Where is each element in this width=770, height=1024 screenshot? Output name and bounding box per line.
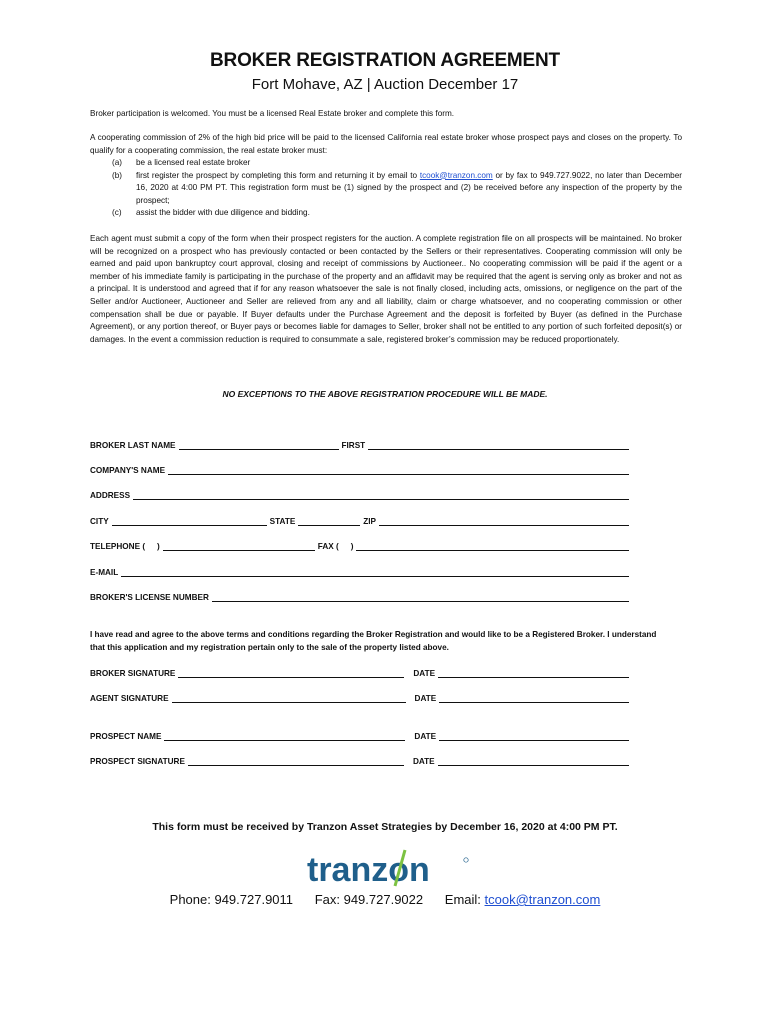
telephone-field[interactable] bbox=[163, 541, 315, 551]
list-text: assist the bidder with due diligence and bidding. bbox=[136, 208, 310, 218]
phone-row bbox=[90, 539, 632, 551]
license-label: BROKER'S LICENSE NUMBER bbox=[90, 593, 209, 602]
zip-label: ZIP bbox=[363, 517, 377, 526]
prospect-name-field[interactable] bbox=[164, 731, 405, 741]
list-text-part: or by fax to 949.727.9022, no later than December 16, 2020 at 4:00 PM PT. This registration form must be (1) signed by the prospect and (2) be received before any inspection of the property by the prospect; bbox=[136, 170, 682, 205]
broker-signature-label: BROKER SIGNATURE bbox=[90, 669, 176, 678]
date-label: DATE bbox=[414, 694, 437, 703]
commission-paragraph: A cooperating commission of 2% of the high bid price will be paid to the licensed California real estate broker whose prospect pays and closes on the property. To qualify for a cooperating commission, the real estate broker must: bbox=[90, 133, 682, 155]
state-field[interactable] bbox=[298, 516, 360, 526]
license-row bbox=[90, 590, 632, 602]
agreement-statement: I have read and agree to the above terms and conditions regarding the Broker Registration and would like to be a Registered Broker. I understand that this application and my registration pertain only to the sale of the property listed above. bbox=[90, 630, 657, 652]
intro-paragraph: Broker participation is welcomed. You must be a licensed Real Estate broker and complete this form. bbox=[90, 109, 455, 118]
date-label: DATE bbox=[412, 757, 435, 766]
email-field[interactable] bbox=[121, 567, 629, 577]
first-name-field[interactable] bbox=[368, 440, 629, 450]
email-link[interactable]: tcook@tranzon.com bbox=[419, 170, 493, 180]
prospect-signature-label: PROSPECT SIGNATURE bbox=[90, 757, 185, 766]
city-field[interactable] bbox=[112, 516, 267, 526]
requirements-list bbox=[90, 157, 682, 220]
list-text-part: first register the prospect by completing this form and returning it by email to bbox=[136, 170, 420, 180]
list-text bbox=[132, 170, 682, 208]
contact-email-label: Email: bbox=[444, 892, 485, 907]
prospect-signature-row bbox=[90, 754, 632, 766]
telephone-close: ) bbox=[157, 542, 160, 551]
address-field[interactable] bbox=[133, 490, 629, 500]
state-label: STATE bbox=[269, 517, 296, 526]
date-label: DATE bbox=[413, 669, 436, 678]
company-name-label: COMPANY'S NAME bbox=[90, 466, 166, 475]
email-label: E-MAIL bbox=[90, 568, 119, 577]
contact-line bbox=[0, 892, 770, 907]
zip-field[interactable] bbox=[379, 516, 629, 526]
city-row bbox=[90, 514, 632, 526]
broker-signature-field[interactable] bbox=[178, 668, 404, 678]
first-name-label: FIRST bbox=[341, 441, 366, 450]
list-marker: (b) bbox=[112, 170, 123, 180]
broker-last-name-label: BROKER LAST NAME bbox=[90, 441, 176, 450]
date-label: DATE bbox=[414, 732, 437, 741]
list-item bbox=[90, 170, 682, 208]
agent-signature-row bbox=[90, 691, 632, 703]
telephone-label: TELEPHONE ( bbox=[90, 542, 146, 551]
registered-mark-icon bbox=[464, 858, 468, 862]
date-field[interactable] bbox=[439, 731, 629, 741]
agent-signature-field[interactable] bbox=[172, 693, 406, 703]
list-marker: (c) bbox=[112, 208, 122, 218]
fax-close: ) bbox=[350, 542, 354, 551]
address-row bbox=[90, 488, 632, 500]
city-label: CITY bbox=[90, 517, 109, 526]
contact-email-link[interactable]: tcook@tranzon.com bbox=[484, 892, 601, 907]
prospect-name-row bbox=[90, 729, 632, 741]
date-field[interactable] bbox=[438, 668, 629, 678]
fax-field[interactable] bbox=[356, 541, 629, 551]
logo-wordmark: tranzon bbox=[307, 851, 430, 889]
contact-fax: Fax: 949.727.9022 bbox=[314, 892, 424, 907]
tranzon-logo bbox=[305, 846, 470, 890]
list-item bbox=[90, 207, 682, 220]
list-marker: (a) bbox=[112, 158, 123, 167]
list-item bbox=[90, 157, 682, 170]
agent-signature-label: AGENT SIGNATURE bbox=[90, 694, 169, 703]
address-label: ADDRESS bbox=[90, 491, 131, 500]
license-field[interactable] bbox=[212, 592, 629, 602]
email-row bbox=[90, 565, 632, 577]
broker-signature-row bbox=[90, 666, 632, 678]
fax-label: FAX ( bbox=[317, 542, 339, 551]
prospect-name-label: PROSPECT NAME bbox=[90, 732, 162, 741]
broker-last-name-field[interactable] bbox=[179, 440, 339, 450]
company-row bbox=[90, 463, 632, 475]
prospect-signature-field[interactable] bbox=[188, 756, 404, 766]
date-field[interactable] bbox=[439, 693, 629, 703]
deadline-notice: This form must be received by Tranzon Asset Strategies by December 16, 2020 at 4:00 PM PT. bbox=[152, 821, 618, 833]
no-exceptions-notice: NO EXCEPTIONS TO THE ABOVE REGISTRATION PROCEDURE WILL BE MADE. bbox=[222, 389, 548, 399]
broker-name-row bbox=[90, 438, 632, 450]
contact-phone: Phone: 949.727.9011 bbox=[169, 892, 294, 907]
page-title: BROKER REGISTRATION AGREEMENT bbox=[210, 50, 560, 71]
company-name-field[interactable] bbox=[168, 465, 629, 475]
terms-paragraph: Each agent must submit a copy of the form when their prospect registers for the auction. A complete registration file on all prospects will be maintained. No broker will be recognized on a prospect who has previously contacted or been contacted by the Sellers or their representatives. Cooperating commission will only be earned and paid upon bankruptcy court approval, closing and receipt of commissions by Auctioneer.. No cooperating commission will be paid if the agent or a member of his immediate family is participating in the purchase of the property and an affidavit may be required that the agent is serving only as broker and not as a principal. It is understood and agreed that if for any reason whatsoever the sale is not finally closed, including acts, omissions, or negligence on the part of the Seller and/or Auctioneer, Auctioneer and Seller are relieved from any and all liability, claim or charge whatsoever, and no cooperating commission or other compensation shall be due or payable. If Buyer defaults under the Purchase Agreement and the deposit is forfeited by Buyer (as defined in the Purchase Agreement), or any portion thereof, or Buyer pays or becomes liable for damages to Seller, broker shall not be entitled to any portion of such forfeited deposit(s) or damages. In the event a commission reduction is required to consummate a sale, registered broker’s commission may be reduced proportionately. bbox=[90, 234, 682, 344]
date-field[interactable] bbox=[438, 756, 629, 766]
page-subtitle: Fort Mohave, AZ | Auction December 17 bbox=[251, 76, 519, 93]
list-text: be a licensed real estate broker bbox=[136, 158, 251, 167]
